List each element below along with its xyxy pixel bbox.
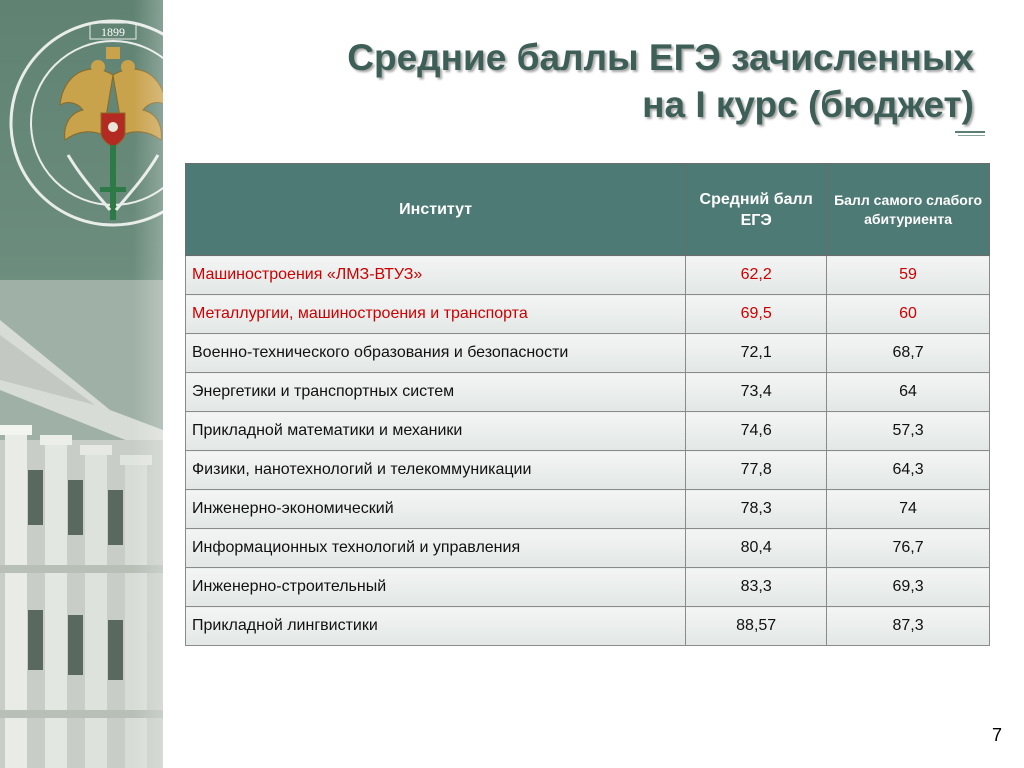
table-row: [186, 295, 990, 334]
average-score: 72,1: [686, 334, 827, 373]
page-title-line-1: Средние баллы ЕГЭ зачисленных: [347, 37, 974, 78]
header-weakest-score: Балл самого слабого абитуриента: [827, 164, 990, 256]
scores-table: [185, 163, 990, 646]
table-row: [186, 490, 990, 529]
average-score: 69,5: [686, 295, 827, 334]
table-header-row: [186, 164, 990, 256]
institute-name: Прикладной лингвистики: [186, 607, 686, 646]
average-score: 88,57: [686, 607, 827, 646]
table-row: [186, 373, 990, 412]
weakest-score: 59: [827, 256, 990, 295]
average-score: 73,4: [686, 373, 827, 412]
header-average-score: Средний балл ЕГЭ: [686, 164, 827, 256]
weakest-score: 60: [827, 295, 990, 334]
page-title: [347, 34, 974, 128]
institute-name: Энергетики и транспортных систем: [186, 373, 686, 412]
table-row: [186, 412, 990, 451]
page-title-line-2: на I курс (бюджет): [642, 84, 974, 125]
weakest-score: 64: [827, 373, 990, 412]
page-number: 7: [991, 725, 1002, 745]
header-institute: Институт: [186, 164, 686, 256]
institute-name: Физики, нанотехнологий и телекоммуникации: [186, 451, 686, 490]
table-row: [186, 256, 990, 295]
table-row: [186, 568, 990, 607]
weakest-score: 57,3: [827, 412, 990, 451]
average-score: 62,2: [686, 256, 827, 295]
weakest-score: 74: [827, 490, 990, 529]
emblem-year: 1899: [101, 25, 125, 39]
weakest-score: 76,7: [827, 529, 990, 568]
average-score: 78,3: [686, 490, 827, 529]
institute-name: Информационных технологий и управления: [186, 529, 686, 568]
weakest-score: 68,7: [827, 334, 990, 373]
average-score: 77,8: [686, 451, 827, 490]
table-row: [186, 607, 990, 646]
weakest-score: 69,3: [827, 568, 990, 607]
table-row: [186, 529, 990, 568]
institute-name: Военно-технического образования и безопасности: [186, 334, 686, 373]
table-row: [186, 334, 990, 373]
average-score: 74,6: [686, 412, 827, 451]
left-decorative-band: [0, 0, 163, 768]
average-score: 83,3: [686, 568, 827, 607]
table-row: [186, 451, 990, 490]
weakest-score: 64,3: [827, 451, 990, 490]
institute-name: Инженерно-экономический: [186, 490, 686, 529]
institute-name: Металлургии, машиностроения и транспорта: [186, 295, 686, 334]
average-score: 80,4: [686, 529, 827, 568]
title-underline: [955, 131, 995, 139]
band-edge-fade: [133, 0, 163, 768]
institute-name: Машиностроения «ЛМЗ-ВТУЗ»: [186, 256, 686, 295]
weakest-score: 87,3: [827, 607, 990, 646]
institute-name: Инженерно-строительный: [186, 568, 686, 607]
institute-name: Прикладной математики и механики: [186, 412, 686, 451]
